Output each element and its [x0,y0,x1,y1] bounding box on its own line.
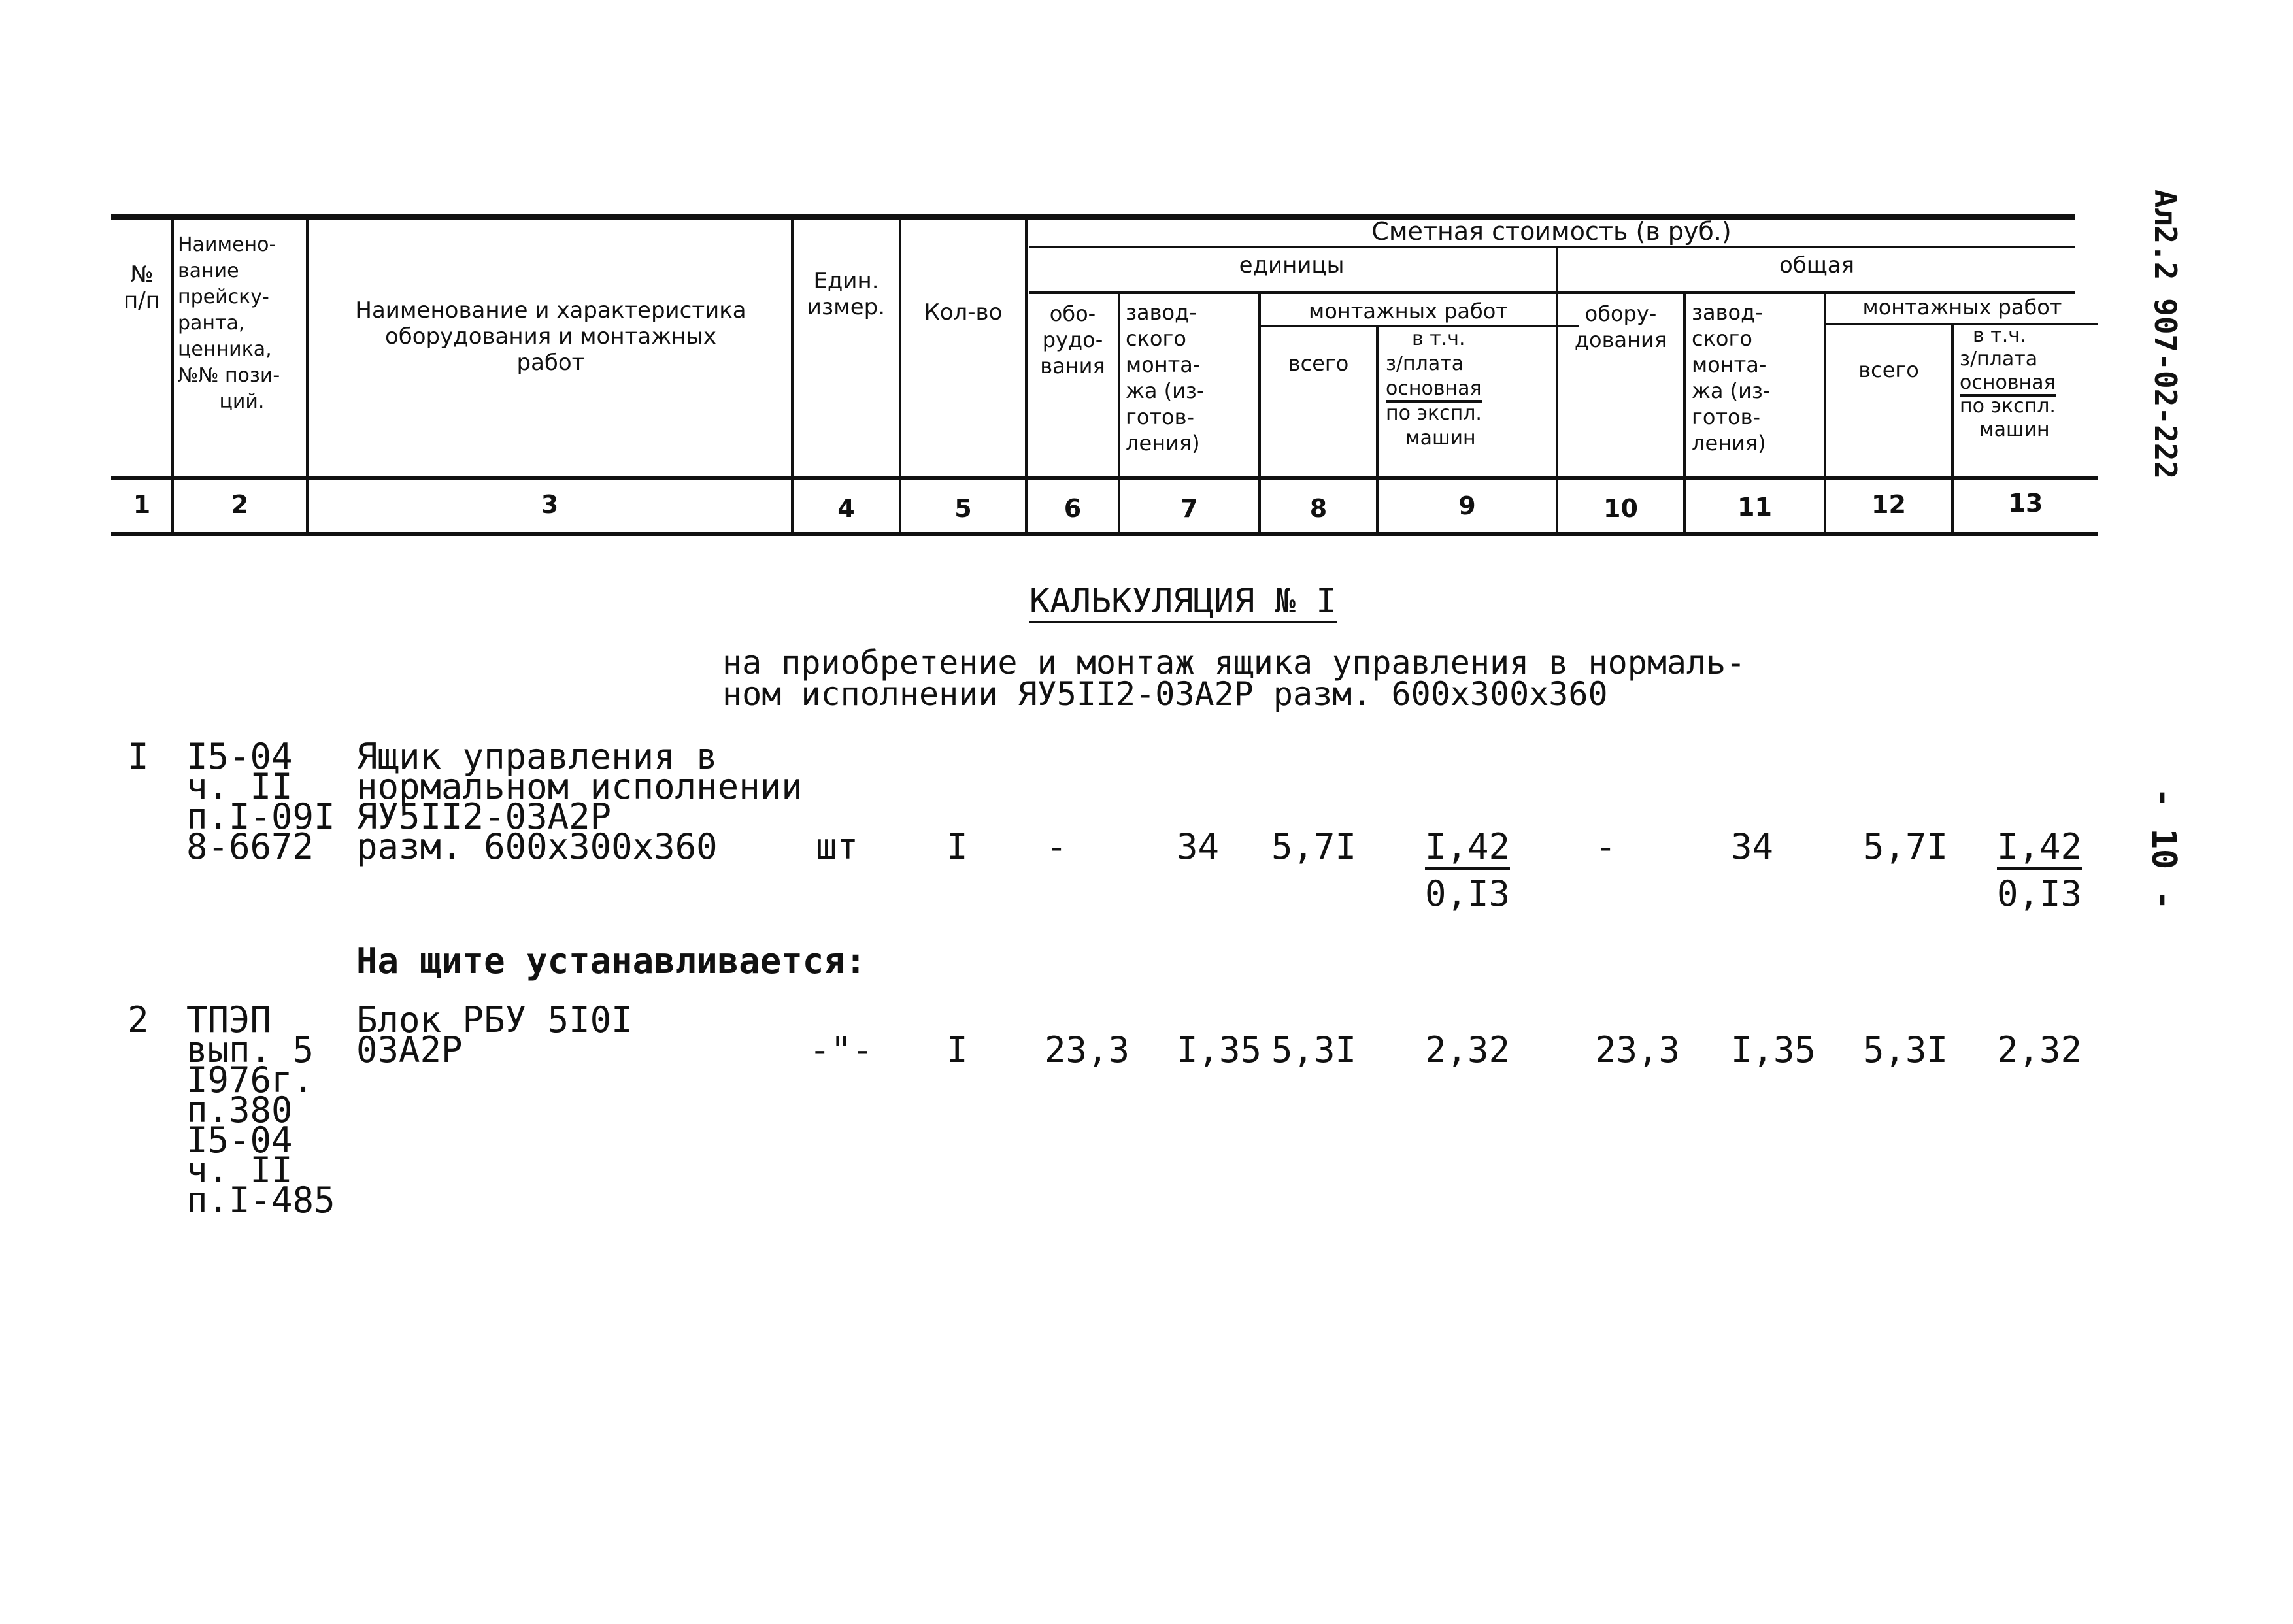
row-mount-total2: 5,3I [1863,1029,1949,1070]
header-description-line: работ [516,350,585,376]
header-wage: з/плата [1386,352,1464,375]
header-description-line: оборудования и монтажных [384,323,717,350]
header-cost-title-text: Сметная стоимость (в руб.) [1371,217,1731,248]
header-num: № [130,261,154,288]
header-machine: по экспл. [1386,402,1482,425]
header-unit-group: единицы [1239,252,1345,278]
header-price-list-line: ций. [219,390,265,413]
header-factory-line: жа (из- [1126,378,1205,403]
header-mount: монтажных работ [1309,299,1508,323]
col-number: 13 [2008,489,2043,518]
header-machine-line: машин [1405,427,1476,450]
header-price-list-line: ценника, [178,338,272,361]
col-number: 12 [1871,490,1906,519]
col-number: 7 [1180,494,1198,523]
row-equip: 23,3 [1045,1029,1130,1070]
row-wage2 [1997,826,2083,867]
header-price-list-line: прейску- [178,286,269,308]
header-machine2-line: машин [1979,418,2050,441]
header-num-sub: п/п [124,288,160,314]
col-number: 4 [837,494,855,523]
col-number: 3 [541,490,559,519]
calc-subtitle [722,644,1746,713]
header-machine2: по экспл. [1960,395,2056,418]
header-equip: обо- [1049,301,1096,326]
header-factory-line: ского [1126,326,1186,351]
row-code-line: ч. II [186,766,293,807]
row-codes [186,999,335,1221]
row-equip2: 23,3 [1595,1029,1681,1070]
header-price-list: Наимено- [178,233,276,256]
row-code-line: п.I-485 [186,1180,335,1221]
row-machine2: 0,I3 [1997,873,2083,914]
col-number: 11 [1737,493,1772,522]
col-number: 1 [133,490,151,519]
row-name-line: Блок РБУ 5I0I [356,999,633,1040]
header-description: Наименование и характеристика [355,297,746,323]
header-basic: основная [1386,377,1482,403]
row-factory: 34 [1177,826,1220,867]
header-factory-line: монта- [1126,352,1201,377]
header-qty: Кол-во [924,299,1003,325]
header-factory2-line: готов- [1692,405,1761,429]
row-wage [1425,826,1511,867]
page-number: - 10 - [2144,787,2183,910]
calc-title [1029,582,1337,621]
header-factory2-line: ского [1692,326,1752,351]
row-wage2: 2,32 [1997,1029,2083,1070]
row-code-line: 8-6672 [186,826,314,867]
row-number: I [127,736,149,777]
calc-subtitle-line: на приобретение и монтаж ящика управления в нормаль- [722,644,1746,682]
row-code-line: п.I-09I [186,796,335,837]
header-equip-line: рудо- [1042,327,1103,352]
header-unit: Един. [813,268,879,294]
row-unit: шт [816,826,859,867]
header-factory-line: ления) [1126,431,1200,456]
row-factory2: I,35 [1731,1029,1816,1070]
header-unit-line: измер. [807,294,886,320]
header-mount-total: всего [1288,351,1349,376]
row-factory: I,35 [1177,1029,1262,1070]
calc-title-text: КАЛЬКУЛЯЦИЯ № I [1029,582,1337,623]
calc-subtitle-line: ном исполнении ЯУ5II2-03А2Р разм. 600х300х360 [722,675,1608,713]
row-name [356,999,633,1070]
row-code-line: I5-04 [186,1119,293,1161]
header-factory-line: готов- [1126,405,1195,429]
row-mount-total2: 5,7I [1863,826,1949,867]
row-name-line: разм. 600х300х360 [356,826,718,867]
row-factory2: 34 [1731,826,1774,867]
document-code: Ал2.2 907-02-222 [2148,190,2183,480]
col-number: 9 [1458,491,1476,520]
header-equip2: обору- [1584,301,1657,326]
row-machine: 0,I3 [1425,873,1511,914]
header-equip-line: вания [1040,354,1105,378]
header-factory2-line: монта- [1692,352,1767,377]
row-qty: I [946,1029,968,1070]
row-codes [186,736,335,867]
header-mount-total2: всего [1858,357,1919,382]
col-number: 5 [954,494,972,523]
row-number: 2 [127,999,149,1040]
row-wage-value: I,42 [1425,826,1510,870]
header-factory: завод- [1126,300,1197,325]
row-code-line: I5-04 [186,736,293,777]
row-mount-total: 5,3I [1271,1029,1357,1070]
header-factory2: завод- [1692,300,1763,325]
col-number: 2 [231,490,249,519]
row-name [356,736,803,867]
header-incl2: в т.ч. [1973,324,2026,347]
row-name-line: ЯУ5II2-03А2Р [356,796,612,837]
col-number: 8 [1309,494,1328,523]
col-number: 10 [1603,494,1638,523]
header-equip2-line: дования [1574,327,1667,352]
header-wage2: з/плата [1960,348,2038,371]
row-note: На щите устанавливается: [356,940,867,982]
header-mount2: монтажных работ [1862,295,2062,320]
row-code-line: ч. II [186,1150,293,1191]
row-mount-total: 5,7I [1271,826,1357,867]
header-factory2-line: ления) [1692,431,1766,456]
header-price-list-line: ранта, [178,312,245,335]
header-price-list-line: вание [178,259,239,282]
row-name-line: Ящик управления в [356,736,718,777]
header-incl: в т.ч. [1412,327,1465,350]
header-factory2-line: жа (из- [1692,378,1771,403]
row-equip: - [1046,826,1067,867]
row-code-line: п.380 [186,1089,293,1131]
row-wage: 2,32 [1425,1029,1511,1070]
row-name-line: нормальном исполнении [356,766,803,807]
row-equip2: - [1595,826,1616,867]
row-qty: I [946,826,968,867]
header-total-group: общая [1779,252,1855,278]
row-unit: -"- [809,1029,873,1070]
col-number: 6 [1063,494,1082,523]
header-price-list-line: №№ пози- [178,364,280,387]
row-code-line: I976г. [186,1059,314,1101]
header-cost-title [1028,218,2075,244]
row-code-line: вып. 5 [186,1029,314,1070]
header-basic2: основная [1960,371,2056,397]
row-name-line: 03А2Р [356,1029,463,1070]
row-wage2-value: I,42 [1997,826,2082,870]
row-code-line: ТПЭП [186,999,272,1040]
